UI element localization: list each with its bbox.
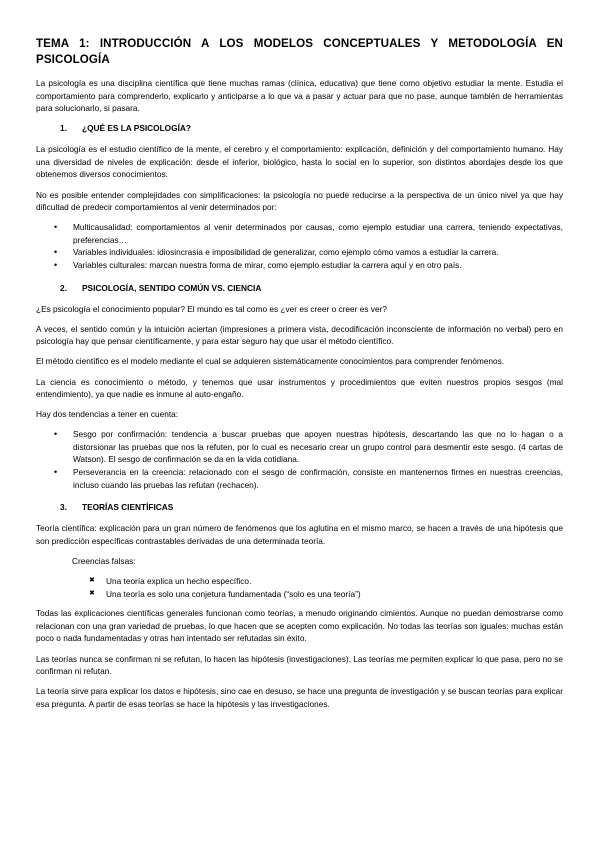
intro-paragraph: La psicología es una disciplina científica que tiene muchas ramas (clínica, educativa) que tiene como objetivo estudiar la mente. Estudia el comportamiento para comprenderlo, explicarlo y anticiparse a lo que va a pasar y actuar para que no pase, aunque también de herramientas para solucionarlo, si pasara.	[36, 78, 563, 114]
document-page	[36, 36, 563, 718]
paragraph: La teoría sirve para explicar los datos e hipótesis, sino cae en desuso, se hace una pregunta de investigación y se buscan teorías para explicar esa pregunta. A partir de esas teorías se hace la hipótesis y las investigaciones.	[36, 686, 563, 709]
paragraph: Todas las explicaciones científicas generales funcionan como teorías, a menudo originando cimientos. Aunque no puedan demostrarse como relacionan con una gran variedad de pruebas, lo que hacen que se acepten como explicación. No todas las teorías son iguales: muchas están poco o nada fundamentadas y otras han intentado ser refutadas sin éxito.	[36, 608, 563, 644]
paragraph: ¿Es psicología el conocimiento popular? El mundo es tal como es ¿ver es creer o creer es ver?	[36, 303, 387, 314]
list-item: • Variables culturales: marcan nuestra forma de mirar, como ejemplo estudiar la carrera aquí y en otro país.	[36, 259, 563, 272]
paragraph: La psicología es el estudio científico de la mente, el cerebro y el comportamiento: explicación, definición y del comportamiento humano. Hay una diversidad de niveles de explicación: desde el inferior, biológico, hasta lo social en lo superior, son distintos abordajes desde los que obtenemos diversos conocimientos.	[36, 144, 563, 180]
section-title: PSICOLOGÍA, SENTIDO COMÚN VS. CIENCIA	[82, 282, 262, 293]
paragraph: La ciencia es conocimiento o método, y tenemos que usar instrumentos y procedimientos que eviten nuestros propios sesgos (mal entendimiento), ya que nadie es inmune al auto-engaño.	[36, 376, 563, 400]
false-beliefs-label: Creencias falsas:	[72, 555, 136, 566]
section-title: ¿QUÉ ES LA PSICOLOGÍA?	[82, 123, 191, 134]
section-heading-3	[60, 501, 563, 513]
paragraph: El método científico es el modelo mediante el cual se adquieren sistemáticamente conocimientos para comprender fenómenos.	[36, 356, 505, 367]
section-heading-2	[60, 282, 563, 294]
paragraph: No es posible entender complejidades con simplificaciones: la psicología no puede reducirse a la perspectiva de un único nivel ya que hay dificultad de predecir comportamientos al venir determinados por:	[36, 189, 563, 213]
bullet-list	[36, 428, 563, 491]
cross-list	[36, 575, 563, 600]
document-title: TEMA 1: INTRODUCCIÓN A LOS MODELOS CONCEPTUALES Y METODOLOGÍA EN PSICOLOGÍA	[36, 37, 563, 66]
section-number: 1.	[60, 123, 67, 134]
list-item: • Variables individuales: idiosincrasia e imposibilidad de generalizar, como ejemplo cómo vamos a estudiar la carrera.	[36, 246, 563, 259]
section-heading-1	[60, 122, 563, 134]
list-item: ✖ Una teoría es solo una conjetura fundamentada (“solo es una teoría”)	[36, 588, 563, 601]
section-number: 2.	[60, 282, 67, 293]
list-item: • Perseverancia en la creencia: relacionado con el sesgo de confirmación, consiste en mantenernos firmes en nuestras creencias, incluso cuando las pruebas las refutan (rechacen).	[36, 466, 563, 491]
list-item: ✖ Una teoría explica un hecho específico.	[36, 575, 563, 588]
list-item: • Multicausalidad: comportamientos al venir determinados por causas, como ejemplo estudiar una carrera, teniendo expectativas, preferencias…	[36, 221, 563, 246]
bullet-list	[36, 221, 563, 271]
paragraph: Hay dos tendencias a tener en cuenta:	[36, 409, 179, 420]
paragraph: Teoría científica: explicación para un gran número de fenómenos que los aglutina en el mismo marco, se hacen a través de una hipótesis que son predicción específicas contrastables derivadas de una determinada teoría.	[36, 523, 563, 546]
paragraph: A veces, el sentido común y la intuición aciertan (impresiones a primera vista, decodificación inconsciente de información no verbal) pero en psicología hay que pensar científicamente, y para estar seguro hay que usar el método científico.	[36, 323, 563, 347]
section-title: TEORÍAS CIENTÍFICAS	[82, 502, 174, 513]
paragraph: Las teorías nunca se confirman ni se refutan, lo hacen las hipótesis (investigaciones). Las teorías me permiten explicar lo que pasa, pero no se confirman ni refutan.	[36, 653, 563, 677]
list-item: • Sesgo por confirmación: tendencia a buscar pruebas que apoyen nuestras hipótesis, descartando las que no lo hagan o a distorsionar las pruebas que nos la refuten, por lo cual es necesario crear un grupo control para desmentir este sesgo. (4 cartas de Watson). El sesgo de confirmación se da en la vida cotidiana.	[36, 428, 563, 466]
section-number: 3.	[60, 502, 67, 513]
